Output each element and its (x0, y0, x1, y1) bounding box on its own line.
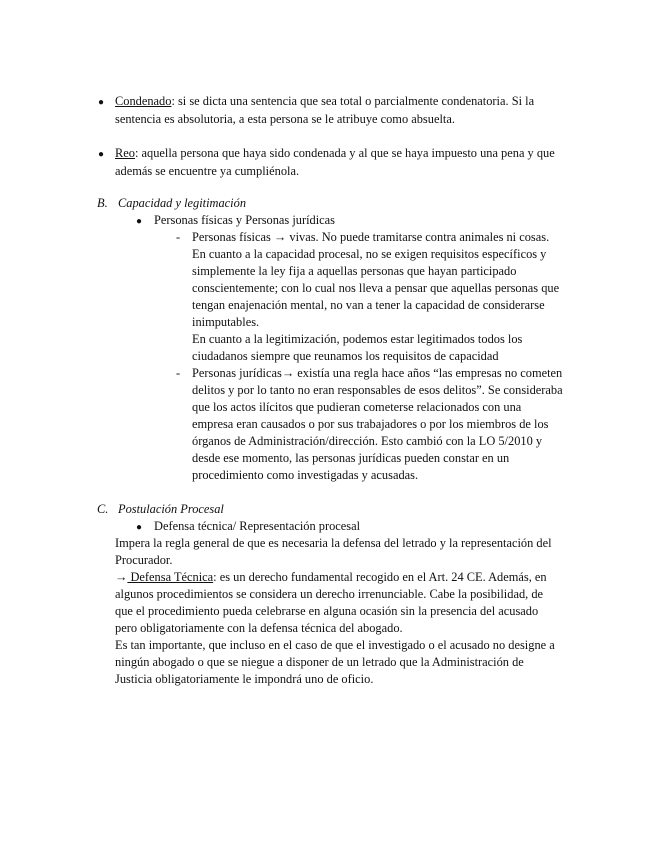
section-c-title: Postulación Procesal (118, 502, 224, 516)
paragraph-line: algunos procedimientos se considera un derecho irrenunciable. Cabe la posibilidad, de (115, 587, 544, 601)
paragraph-line: Es tan importante, que incluso en el caso de que el investigado o el acusado no designe a (115, 638, 555, 652)
definition-reo-line2: además se encuentre ya cumpliénola. (115, 164, 300, 178)
definition-condenado-line1 (115, 93, 534, 110)
fisicas-line: simplemente la ley fija a aquellas personas que hayan participado (192, 264, 517, 278)
section-c-bullet: Defensa técnica/ Representación procesal (154, 519, 361, 533)
paragraph-line: que el procedimiento pueda celebrarse en alguna ocasión sin la presencia del acusado (115, 604, 539, 618)
fisicas-line: ciudadanos siempre que reunamos los requisitos de capacidad (192, 349, 499, 363)
fisicas-line: Personas físicas → vivas. No puede tramitarse contra animales ni cosas. (192, 230, 550, 244)
dash-marker: - (176, 366, 181, 380)
paragraph-line: ningún abogado o que se niegue a disponer de un letrado que la Administración de (115, 655, 524, 669)
juridicas-line: procedimiento como investigadas y acusadas. (192, 468, 419, 482)
fisicas-line: conscientemente; con lo cual nos lleva a pensar que aquellas personas que (192, 281, 560, 295)
bullet-icon: ● (98, 97, 105, 108)
section-b-letter: B. (97, 196, 108, 210)
definition-condenado-line2: sentencia es absolutoria, a esta persona se le atribuye como absuelta. (115, 112, 455, 126)
juridicas-line: Personas jurídicas→ existía una regla hace años “las empresas no cometen (192, 366, 563, 380)
paragraph-line: Procurador. (115, 553, 173, 567)
bullet-icon: ● (136, 522, 143, 533)
paragraph-text: : es un derecho fundamental recogido en el Art. 24 CE. Además, en (213, 570, 547, 584)
section-b-bullet: Personas físicas y Personas jurídicas (154, 213, 336, 227)
section-b-title: Capacidad y legitimación (118, 196, 247, 210)
definition-text: : aquella persona que haya sido condenada y al que se haya impuesto una pena y que (134, 146, 555, 160)
bullet-icon: ● (98, 149, 105, 160)
paragraph-line: pero obligatoriamente con la defensa técnica del abogado. (115, 621, 403, 635)
juridicas-line: desde ese momento, las personas jurídicas pueden constar en un (192, 451, 510, 465)
dash-marker: - (176, 230, 181, 244)
paragraph-line: Impera la regla general de que es necesaria la defensa del letrado y la representación del (115, 536, 552, 550)
fisicas-line: inimputables. (192, 315, 260, 329)
bullet-icon: ● (136, 216, 143, 227)
juridicas-line: órganos de Administración/dirección. Esto cambió con la LO 5/2010 y (192, 434, 543, 448)
definition-reo-line1 (115, 145, 555, 162)
fisicas-line: En cuanto a la capacidad procesal, no se exigen requisitos específicos y (192, 247, 547, 261)
term-reo: Reo (115, 146, 135, 160)
term-defensa-tecnica: Defensa Técnica (127, 570, 214, 584)
defensa-tecnica-line1 (115, 569, 547, 586)
fisicas-line: tengan enajenación mental, no van a tener la capacidad de considerarse (192, 298, 545, 312)
juridicas-line: delitos y por lo tanto no eran responsables de esos delitos”. Se consideraba (192, 383, 563, 397)
arrow-icon: → (115, 570, 128, 584)
juridicas-line: empresa eran causados o por sus trabajadores o por los miembros de los (192, 417, 549, 431)
paragraph-line: Justicia obligatoriamente le impondrá uno de oficio. (115, 672, 374, 686)
fisicas-line: En cuanto a la legitimización, podemos estar legitimados todos los (192, 332, 523, 346)
term-condenado: Condenado (115, 94, 172, 108)
juridicas-line: que los actos ilícitos que pudieran cometerse relacionados con una (192, 400, 522, 414)
section-c-letter: C. (97, 502, 109, 516)
definition-text: : si se dicta una sentencia que sea total o parcialmente condenatoria. Si la (171, 94, 535, 108)
